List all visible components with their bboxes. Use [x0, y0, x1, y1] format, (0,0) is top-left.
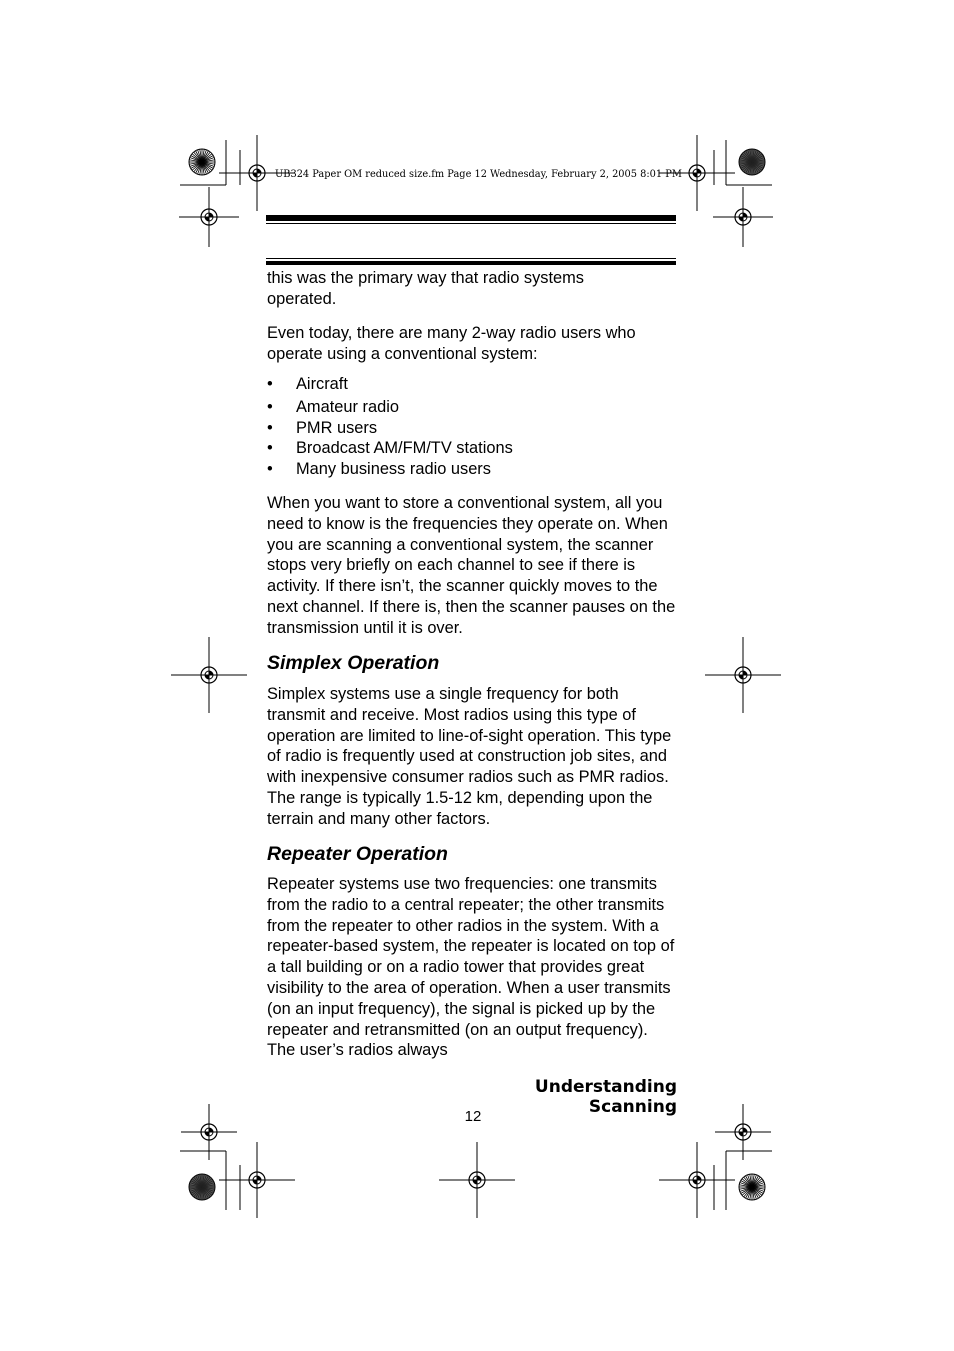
conventional-paragraph: Even today, there are many 2-way radio users who operate using a conventional system: [267, 324, 636, 363]
bullet-icon: • [267, 460, 273, 479]
section-rule-thick [266, 261, 676, 265]
list-item [267, 374, 679, 395]
bullet-icon: • [267, 397, 273, 416]
list-item [267, 438, 679, 459]
simplex-heading: Simplex Operation [267, 652, 440, 674]
intro-paragraph: this was the primary way that radio systems operated. [267, 269, 584, 308]
starburst-target-icon [739, 1174, 765, 1200]
starburst-target-icon [739, 149, 765, 175]
conventional-users-list [267, 374, 679, 480]
list-item-label: Broadcast AM/FM/TV stations [296, 439, 513, 458]
section-footer-title: Understanding Scanning [534, 1077, 677, 1117]
repeater-heading: Repeater Operation [267, 843, 448, 865]
list-item-label: Aircraft [296, 375, 348, 393]
bullet-icon: • [267, 439, 273, 458]
crosshair-registration-icon [171, 637, 247, 713]
crosshair-registration-icon [179, 187, 239, 247]
starburst-target-icon [189, 1174, 215, 1200]
crosshair-registration-icon [659, 1142, 735, 1218]
list-item-label: Many business radio users [296, 460, 491, 479]
bullet-icon: • [267, 375, 273, 393]
list-item [267, 418, 679, 439]
bullet-icon: • [267, 418, 273, 437]
list-item [267, 459, 679, 480]
top-rule-thick [266, 215, 676, 221]
repeater-paragraph: Repeater systems use two frequencies: one transmits from the radio to a central repeater; the other transmits from the repeater to other radios in the system. With a repeater-based system, the repeater is located on top of a tall building or on a radio tower that provides great visibility to the area of operation. When a user transmits (on an input frequency), the signal is picked up by the repeater and retransmitted (on an output frequency). The user’s radios always [267, 875, 675, 1060]
list-item-label: Amateur radio [296, 397, 399, 416]
crosshair-registration-icon [715, 1104, 771, 1160]
top-rule-thin [266, 223, 676, 224]
list-item [267, 397, 679, 418]
page-number: 12 [464, 1108, 482, 1125]
list-item-label: PMR users [296, 418, 378, 437]
crosshair-registration-icon [713, 187, 773, 247]
crosshair-registration-icon [219, 1142, 295, 1218]
crosshair-registration-icon [439, 1142, 515, 1218]
crosshair-registration-icon [181, 1104, 237, 1160]
print-header-file-info: UB324 Paper OM reduced size.fm Page 12 Wednesday, February 2, 2005 8:01 PM [275, 169, 682, 180]
crosshair-registration-icon [705, 637, 781, 713]
section-rule-thin [266, 258, 676, 259]
starburst-target-icon [189, 149, 215, 175]
simplex-paragraph: Simplex systems use a single frequency for both transmit and receive. Most radios using this type of operation are limited to line-of-sight operation. This type of radio is frequently used at construction job sites, and with inexpensive consumer radios such as PMR radios. The range is typically 1.5-12 km, depending upon the terrain and many other factors. [267, 685, 672, 828]
store-conventional-paragraph: When you want to store a conventional system, all you need to know is the frequencies they operate on. When you are scanning a conventional system, the scanner stops very briefly on each channel to see if there is activity. If there isn’t, the scanner quickly moves to the next channel. If there is, then the scanner pauses on the transmission until it is over. [267, 494, 676, 637]
